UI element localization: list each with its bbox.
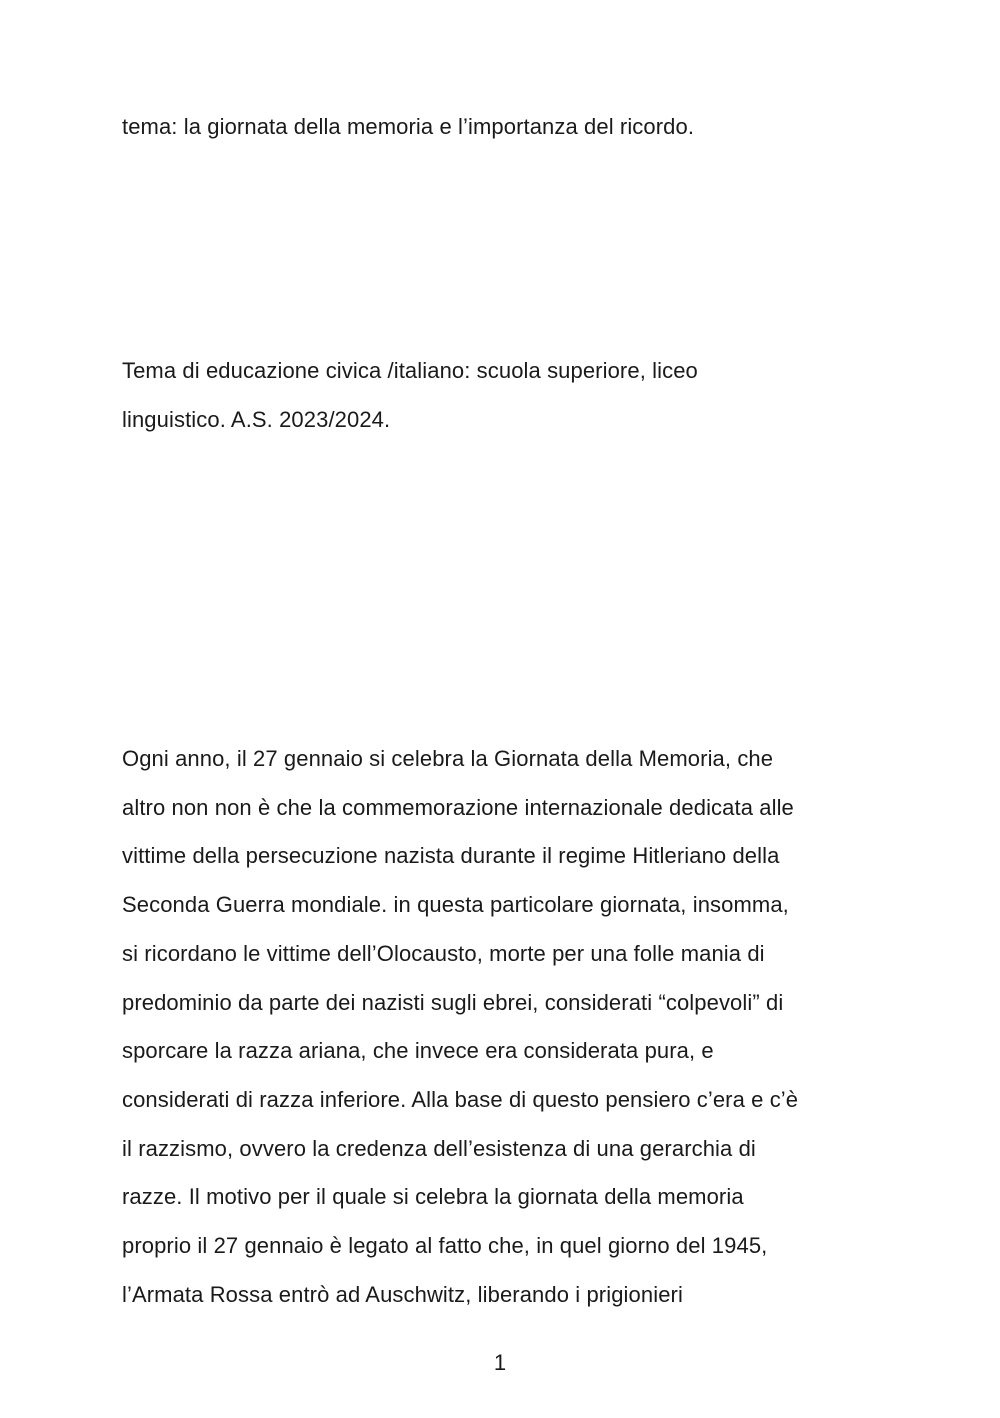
subtitle-line-2: linguistico. A.S. 2023/2024. <box>122 407 391 432</box>
body-line: altro non non è che la commemorazione internazionale dedicata alle <box>122 795 794 820</box>
body-line: Ogni anno, il 27 gennaio si celebra la Giornata della Memoria, che <box>122 746 774 771</box>
body-line: proprio il 27 gennaio è legato al fatto che, in quel giorno del 1945, <box>122 1233 768 1258</box>
body-line: considerati di razza inferiore. Alla base di questo pensiero c’era e c’è <box>122 1087 799 1112</box>
body-line: vittime della persecuzione nazista durante il regime Hitleriano della <box>122 843 780 868</box>
page-number: 1 <box>493 1350 507 1375</box>
body-line: razze. Il motivo per il quale si celebra la giornata della memoria <box>122 1184 744 1209</box>
body-line: sporcare la razza ariana, che invece era considerata pura, e <box>122 1038 714 1063</box>
subtitle-line-1: Tema di educazione civica /italiano: scuola superiore, liceo <box>122 358 698 383</box>
body-line: l’Armata Rossa entrò ad Auschwitz, liberando i prigionieri <box>122 1282 683 1307</box>
body-line: si ricordano le vittime dell’Olocausto, morte per una folle mania di <box>122 941 765 966</box>
body-line: predominio da parte dei nazisti sugli ebrei, considerati “colpevoli” di <box>122 990 784 1015</box>
topic-line: tema: la giornata della memoria e l’importanza del ricordo. <box>122 114 695 139</box>
body-line: il razzismo, ovvero la credenza dell’esistenza di una gerarchia di <box>122 1136 756 1161</box>
body-line: Seconda Guerra mondiale. in questa particolare giornata, insomma, <box>122 892 789 917</box>
